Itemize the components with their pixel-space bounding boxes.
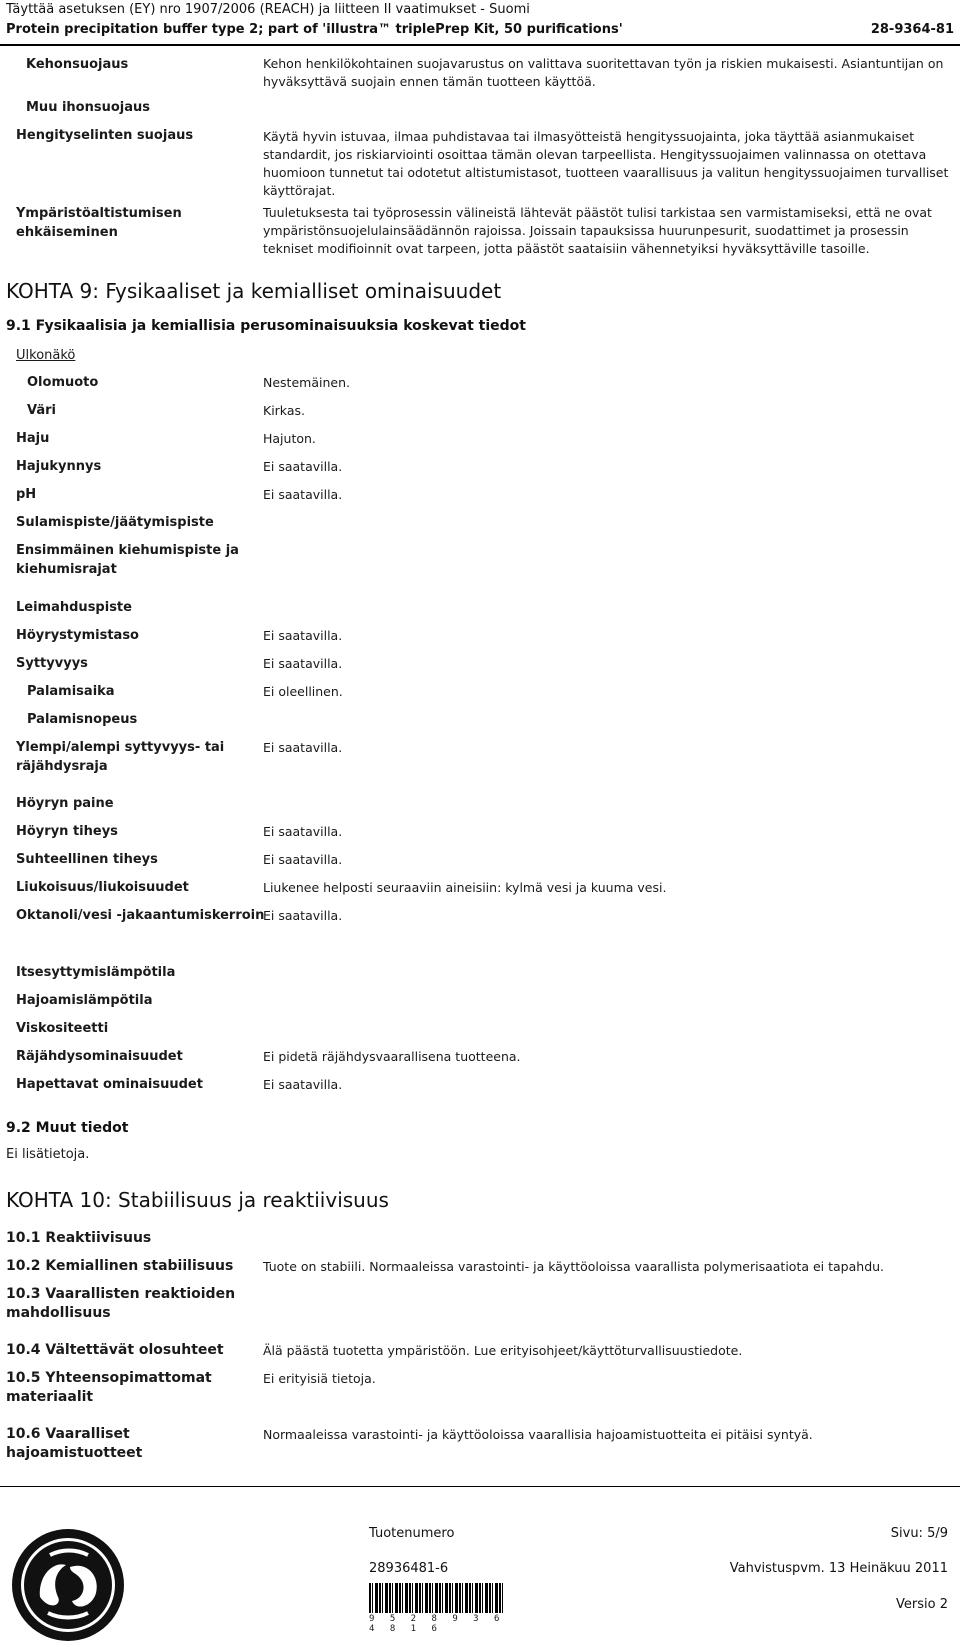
section9-sub2: 9.2 Muut tiedot (6, 1120, 129, 1136)
header-regulation: Täyttää asetuksen (EY) nro 1907/2006 (REACH) ja liitteen II vaatimukset - Suomi (6, 2, 530, 17)
hengitys-text: Käytä hyvin istuvaa, ilmaa puhdistavaa tai ilmasyötteistä hengityssuojainta, joka täyttää asianmukaiset standardit, jos riskiarviointi osoittaa tämän olevan tarpeellista. Hengityssuojaimen valinnassa on otettava huomioon tunnetut tai odotetut altistumistasot, tuotteen vaarallisuus ja valitun hengityssuojaimen turvalliset käyttörajat. (263, 129, 949, 198)
hengitys-label: Hengityselinten suojaus (16, 128, 194, 143)
prop-label: Väri (27, 403, 56, 418)
section9-sub2-text: Ei lisätietoja. (6, 1147, 90, 1162)
prop-label: Hajoamislämpötila (16, 993, 153, 1008)
decomposition-value: Normaaleissa varastointi- ja käyttöoloissa vaarallisia hajoamistuotteita ei pitäisi syntyä. (263, 1427, 813, 1442)
reactions-label: 10.3 Vaarallisten reaktioiden mahdollisuus (6, 1286, 236, 1321)
prop-label: Liukoisuus/liukoisuudet (16, 880, 189, 895)
prop-value: Ei saatavilla. (263, 459, 343, 474)
footer-divider (0, 1486, 960, 1487)
decomposition-label: 10.6 Vaaralliset hajoamistuotteet (6, 1426, 143, 1461)
prop-value: Ei saatavilla. (263, 740, 343, 755)
avoid-label: 10.4 Vältettävät olosuhteet (6, 1342, 224, 1358)
section9-title: KOHTA 9: Fysikaaliset ja kemialliset ominaisuudet (6, 279, 502, 303)
prop-label: Oktanoli/vesi -jakaantumiskerroin (16, 908, 265, 923)
revision-date: Vahvistuspvm. 13 Heinäkuu 2011 (729, 1561, 948, 1576)
barcode (369, 1583, 504, 1613)
prop-value: Hajuton. (263, 431, 316, 446)
prop-value: Ei saatavilla. (263, 852, 343, 867)
header-code: 28-9364-81 (870, 22, 954, 37)
prop-label: Suhteellinen tiheys (16, 852, 158, 867)
prop-label: Ylempi/alempi syttyvyys- tai räjähdysraja (16, 740, 225, 774)
prop-label: Syttyvyys (16, 656, 88, 671)
ymparisto-text: Tuuletuksesta tai työprosessin välineistä lähtevät päästöt tulisi tarkistaa sen varmistamiseksi, että ne ovat ympäristönsuojelulainsäädännön rajoissa. Joissain tapauksissa huurunpesurit, suodattimet ja prosessin tekniset modifioinnit ovat tarpeen, jotta päästöt saataisiin vähennetyiksi hyväksyttäville tasoille. (263, 205, 932, 256)
header-product: Protein precipitation buffer type 2; part of 'illustra™ triplePrep Kit, 50 purifications' (6, 22, 623, 37)
prop-label: Palamisaika (27, 684, 115, 699)
barcode-digits: 9 5 2 8 9 3 6 4 8 1 6 (369, 1614, 505, 1634)
tuotenumero-value: 28936481-6 (369, 1561, 449, 1576)
prop-label: Hapettavat ominaisuudet (16, 1077, 203, 1092)
section10-title: KOHTA 10: Stabiilisuus ja reaktiivisuus (6, 1188, 389, 1212)
stability-label: 10.2 Kemiallinen stabiilisuus (6, 1258, 234, 1274)
ulkonako-heading: Ulkonäkö (16, 348, 76, 363)
reactivity-label: 10.1 Reaktiivisuus (6, 1230, 152, 1246)
prop-label: Höyrystymistaso (16, 628, 139, 643)
prop-label: Leimahduspiste (16, 600, 132, 615)
page-number: Sivu: 5/9 (890, 1526, 948, 1541)
ge-logo-icon (10, 1527, 126, 1643)
version: Versio 2 (896, 1597, 948, 1612)
prop-value: Ei saatavilla. (263, 487, 343, 502)
prop-label: Palamisnopeus (27, 712, 138, 727)
prop-label: Ensimmäinen kiehumispiste ja kiehumisrajat (16, 543, 239, 577)
prop-value: Nestemäinen. (263, 375, 350, 390)
prop-label: Haju (16, 431, 50, 446)
prop-value: Ei saatavilla. (263, 656, 343, 671)
ymparisto-label: Ympäristöaltistumisen ehkäiseminen (16, 206, 182, 240)
incompatible-label: 10.5 Yhteensopimattomat materiaalit (6, 1370, 212, 1405)
prop-label: Viskositeetti (16, 1021, 109, 1036)
incompatible-value: Ei erityisiä tietoja. (263, 1371, 376, 1386)
prop-value: Liukenee helposti seuraaviin aineisiin: kylmä vesi ja kuuma vesi. (263, 880, 667, 895)
section9-sub1: 9.1 Fysikaalisia ja kemiallisia perusominaisuuksia koskevat tiedot (6, 318, 526, 334)
prop-value: Ei saatavilla. (263, 824, 343, 839)
prop-value: Ei saatavilla. (263, 1077, 343, 1092)
kehonsuojaus-text: Kehon henkilökohtainen suojavarustus on valittava suoritettavan työn ja riskien mukaisesti. Asiantuntijan on hyväksyttävä suojain ennen tämän tuotteen käyttöä. (263, 56, 944, 89)
prop-label: Olomuoto (27, 375, 99, 390)
muu-ihonsuojaus-label: Muu ihonsuojaus (26, 100, 151, 115)
kehonsuojaus-label: Kehonsuojaus (26, 57, 129, 72)
prop-label: Räjähdysominaisuudet (16, 1049, 183, 1064)
prop-value: Kirkas. (263, 403, 305, 418)
prop-label: Itsesyttymislämpötila (16, 965, 176, 980)
prop-label: Höyryn tiheys (16, 824, 118, 839)
prop-value: Ei saatavilla. (263, 908, 343, 923)
prop-label: pH (16, 487, 37, 502)
prop-label: Höyryn paine (16, 796, 114, 811)
prop-label: Sulamispiste/jäätymispiste (16, 515, 214, 530)
tuotenumero-label: Tuotenumero (369, 1526, 455, 1541)
stability-value: Tuote on stabiili. Normaaleissa varastointi- ja käyttöoloissa vaarallista polymerisaatiota ei tapahdu. (263, 1259, 885, 1274)
prop-label: Hajukynnys (16, 459, 102, 474)
prop-value: Ei oleellinen. (263, 684, 343, 699)
header-divider (0, 44, 960, 46)
prop-value: Ei saatavilla. (263, 628, 343, 643)
avoid-value: Älä päästä tuotetta ympäristöön. Lue erityisohjeet/käyttöturvallisuustiedote. (263, 1343, 743, 1358)
prop-value: Ei pidetä räjähdysvaarallisena tuotteena. (263, 1049, 521, 1064)
